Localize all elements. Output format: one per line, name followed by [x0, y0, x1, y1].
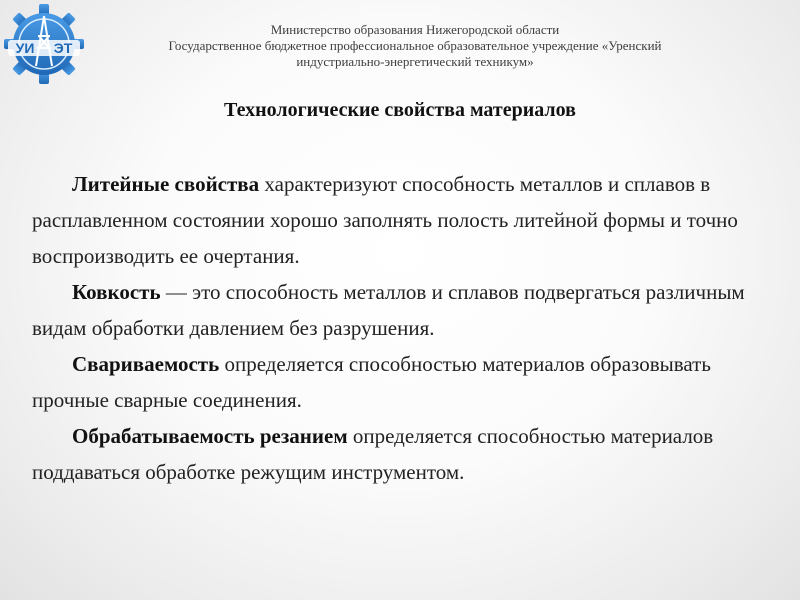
term-weldability: Свариваемость [72, 352, 220, 376]
definition-casting-properties: характеризуют способность металлов и сплавов в расплавленном состоянии хорошо заполнять полость литейной формы и точно воспроизводить ее очертания. [32, 172, 738, 268]
term-casting-properties: Литейные свойства [72, 172, 260, 196]
slide-title: Технологические свойства материалов [224, 99, 576, 121]
term-malleability: Ковкость [72, 280, 161, 304]
paragraph-casting-properties [32, 166, 787, 274]
college-logo [2, 2, 86, 86]
header-line-institution-cont: индустриально-энергетический техникум» [296, 54, 534, 69]
logo-right-text: ЭТ [53, 40, 73, 56]
gear-emblem-icon [2, 2, 86, 86]
definition-weldability: определяется способностью материалов образовывать прочные сварные соединения. [32, 352, 711, 412]
header-line-ministry: Министерство образования Нижегородской области [270, 22, 560, 37]
header-line-institution: Государственное бюджетное профессиональное образовательное учреждение «Уренский [168, 38, 662, 53]
definition-machinability: определяется способностью материалов поддаваться обработке режущим инструментом. [32, 424, 714, 484]
paragraph-machinability [32, 418, 787, 490]
paragraph-malleability [32, 274, 787, 346]
logo-left-text: УИ [15, 40, 35, 56]
definition-malleability: — это способность металлов и сплавов подвергаться различным видам обработки давлением без разрушения. [32, 280, 745, 340]
institution-header [100, 22, 730, 70]
paragraph-weldability [32, 346, 787, 418]
slide-body [32, 166, 787, 490]
term-machinability: Обрабатываемость резанием [72, 424, 348, 448]
